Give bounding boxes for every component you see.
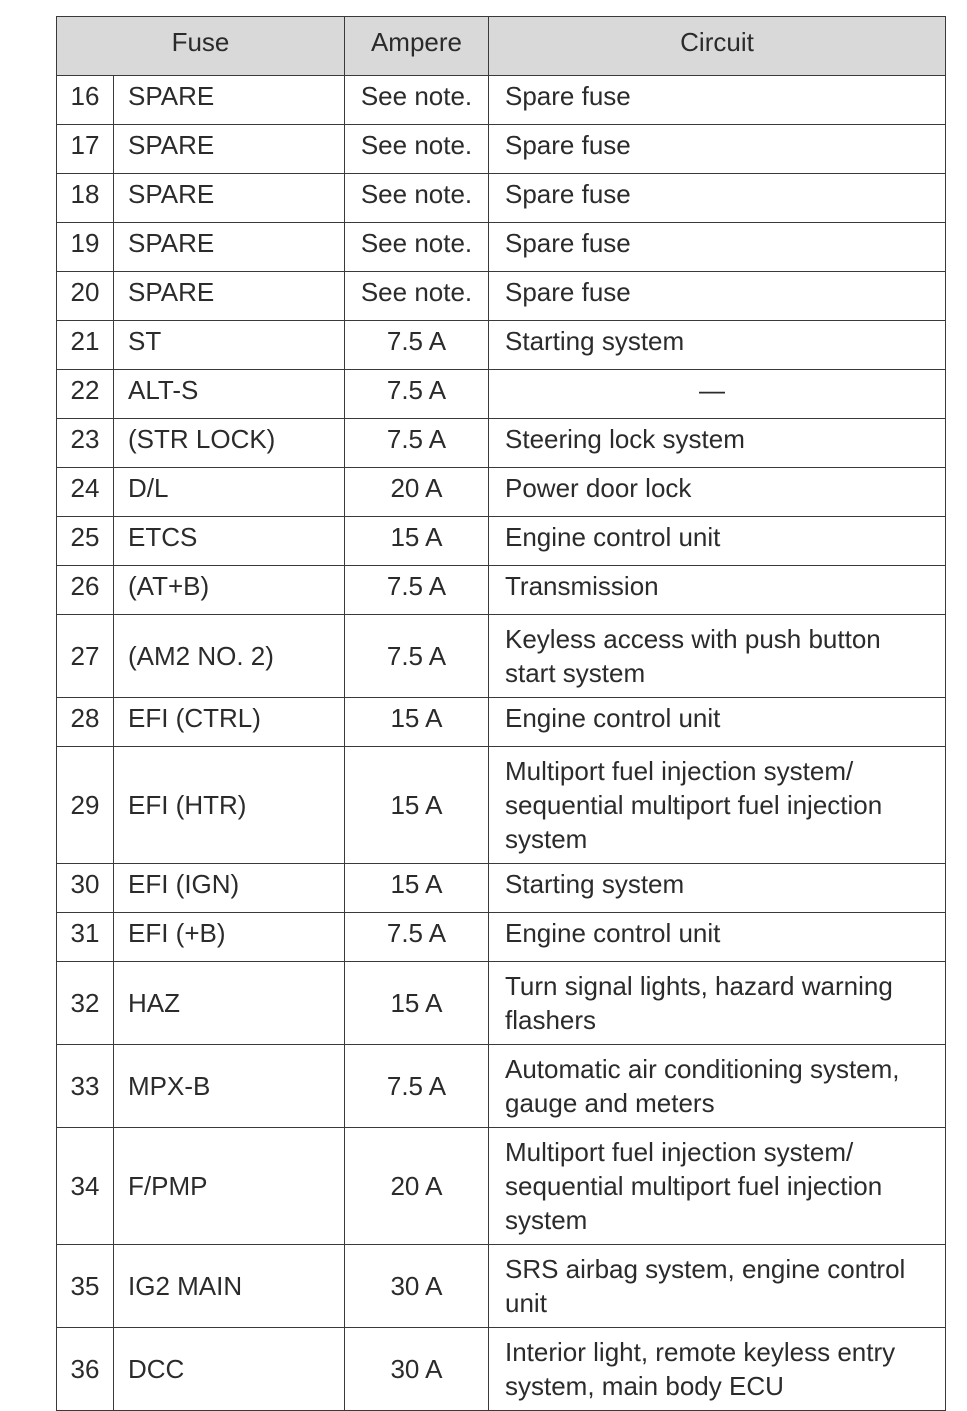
fuse-ampere: 15 A: [345, 517, 489, 566]
fuse-number: 27: [57, 615, 114, 698]
fuse-circuit: Spare fuse: [489, 223, 946, 272]
fuse-name: SPARE: [114, 174, 345, 223]
table-row: [57, 566, 946, 615]
fuse-name: SPARE: [114, 223, 345, 272]
fuse-circuit: Power door lock: [489, 468, 946, 517]
fuse-name: F/PMP: [114, 1128, 345, 1245]
fuse-name: DCC: [114, 1328, 345, 1411]
fuse-number: 25: [57, 517, 114, 566]
table-row: [57, 1245, 946, 1328]
fuse-circuit: Spare fuse: [489, 125, 946, 174]
fuse-circuit: Engine control unit: [489, 913, 946, 962]
fuse-number: 26: [57, 566, 114, 615]
fuse-ampere: 15 A: [345, 962, 489, 1045]
fuse-circuit: Spare fuse: [489, 272, 946, 321]
fuse-number: 36: [57, 1328, 114, 1411]
header-ampere: Ampere: [345, 17, 489, 76]
fuse-circuit: Starting system: [489, 864, 946, 913]
fuse-circuit: —: [489, 370, 946, 419]
fuse-number: 20: [57, 272, 114, 321]
fuse-name: D/L: [114, 468, 345, 517]
fuse-number: 18: [57, 174, 114, 223]
table-row: [57, 468, 946, 517]
fuse-circuit: Spare fuse: [489, 174, 946, 223]
table-row: [57, 1045, 946, 1128]
fuse-circuit: Starting system: [489, 321, 946, 370]
fuse-ampere: 15 A: [345, 747, 489, 864]
table-row: [57, 419, 946, 468]
table-row: [57, 370, 946, 419]
table-row: [57, 747, 946, 864]
fuse-name: (STR LOCK): [114, 419, 345, 468]
header-fuse: Fuse: [57, 17, 345, 76]
header-circuit: Circuit: [489, 17, 946, 76]
fuse-table: [56, 16, 946, 1411]
fuse-circuit: Multiport fuel injection system/ sequential multiport fuel injection system: [489, 1128, 946, 1245]
table-row: [57, 174, 946, 223]
fuse-number: 16: [57, 76, 114, 125]
fuse-circuit: SRS airbag system, engine control unit: [489, 1245, 946, 1328]
fuse-ampere: 20 A: [345, 1128, 489, 1245]
table-row: [57, 615, 946, 698]
fuse-number: 17: [57, 125, 114, 174]
fuse-number: 24: [57, 468, 114, 517]
fuse-circuit: Automatic air conditioning system, gauge and meters: [489, 1045, 946, 1128]
table-row: [57, 76, 946, 125]
fuse-name: EFI (IGN): [114, 864, 345, 913]
fuse-number: 19: [57, 223, 114, 272]
fuse-circuit: Engine control unit: [489, 698, 946, 747]
fuse-name: IG2 MAIN: [114, 1245, 345, 1328]
table-row: [57, 698, 946, 747]
fuse-ampere: See note.: [345, 272, 489, 321]
fuse-circuit: Transmission: [489, 566, 946, 615]
fuse-ampere: See note.: [345, 223, 489, 272]
fuse-ampere: See note.: [345, 76, 489, 125]
fuse-number: 31: [57, 913, 114, 962]
fuse-ampere: 30 A: [345, 1245, 489, 1328]
fuse-name: SPARE: [114, 125, 345, 174]
fuse-ampere: See note.: [345, 125, 489, 174]
fuse-ampere: 15 A: [345, 698, 489, 747]
fuse-circuit: Keyless access with push button start system: [489, 615, 946, 698]
table-row: [57, 223, 946, 272]
fuse-name: EFI (CTRL): [114, 698, 345, 747]
fuse-number: 33: [57, 1045, 114, 1128]
fuse-number: 34: [57, 1128, 114, 1245]
fuse-name: SPARE: [114, 76, 345, 125]
fuse-ampere: 30 A: [345, 1328, 489, 1411]
fuse-circuit: Engine control unit: [489, 517, 946, 566]
table-row: [57, 962, 946, 1045]
fuse-ampere: 7.5 A: [345, 615, 489, 698]
fuse-number: 21: [57, 321, 114, 370]
fuse-ampere: 7.5 A: [345, 1045, 489, 1128]
fuse-number: 23: [57, 419, 114, 468]
table-row: [57, 517, 946, 566]
fuse-name: ST: [114, 321, 345, 370]
fuse-circuit: Interior light, remote keyless entry system, main body ECU: [489, 1328, 946, 1411]
fuse-name: (AM2 NO. 2): [114, 615, 345, 698]
fuse-number: 32: [57, 962, 114, 1045]
fuse-number: 22: [57, 370, 114, 419]
table-row: [57, 1328, 946, 1411]
table-row: [57, 864, 946, 913]
fuse-circuit: Multiport fuel injection system/ sequential multiport fuel injection system: [489, 747, 946, 864]
fuse-name: EFI (HTR): [114, 747, 345, 864]
fuse-name: ALT-S: [114, 370, 345, 419]
table-row: [57, 1128, 946, 1245]
table-row: [57, 321, 946, 370]
table-row: [57, 913, 946, 962]
fuse-ampere: 20 A: [345, 468, 489, 517]
fuse-number: 29: [57, 747, 114, 864]
fuse-number: 30: [57, 864, 114, 913]
fuse-name: MPX-B: [114, 1045, 345, 1128]
fuse-number: 28: [57, 698, 114, 747]
fuse-ampere: 7.5 A: [345, 566, 489, 615]
fuse-circuit: Steering lock system: [489, 419, 946, 468]
fuse-ampere: 7.5 A: [345, 419, 489, 468]
table-header-row: [57, 17, 946, 76]
fuse-name: SPARE: [114, 272, 345, 321]
fuse-name: HAZ: [114, 962, 345, 1045]
table-row: [57, 125, 946, 174]
fuse-number: 35: [57, 1245, 114, 1328]
fuse-ampere: 7.5 A: [345, 321, 489, 370]
fuse-circuit: Spare fuse: [489, 76, 946, 125]
fuse-ampere: 7.5 A: [345, 913, 489, 962]
fuse-ampere: See note.: [345, 174, 489, 223]
fuse-circuit: Turn signal lights, hazard warning flashers: [489, 962, 946, 1045]
fuse-ampere: 15 A: [345, 864, 489, 913]
table-row: [57, 272, 946, 321]
fuse-name: (AT+B): [114, 566, 345, 615]
fuse-name: EFI (+B): [114, 913, 345, 962]
fuse-name: ETCS: [114, 517, 345, 566]
fuse-ampere: 7.5 A: [345, 370, 489, 419]
